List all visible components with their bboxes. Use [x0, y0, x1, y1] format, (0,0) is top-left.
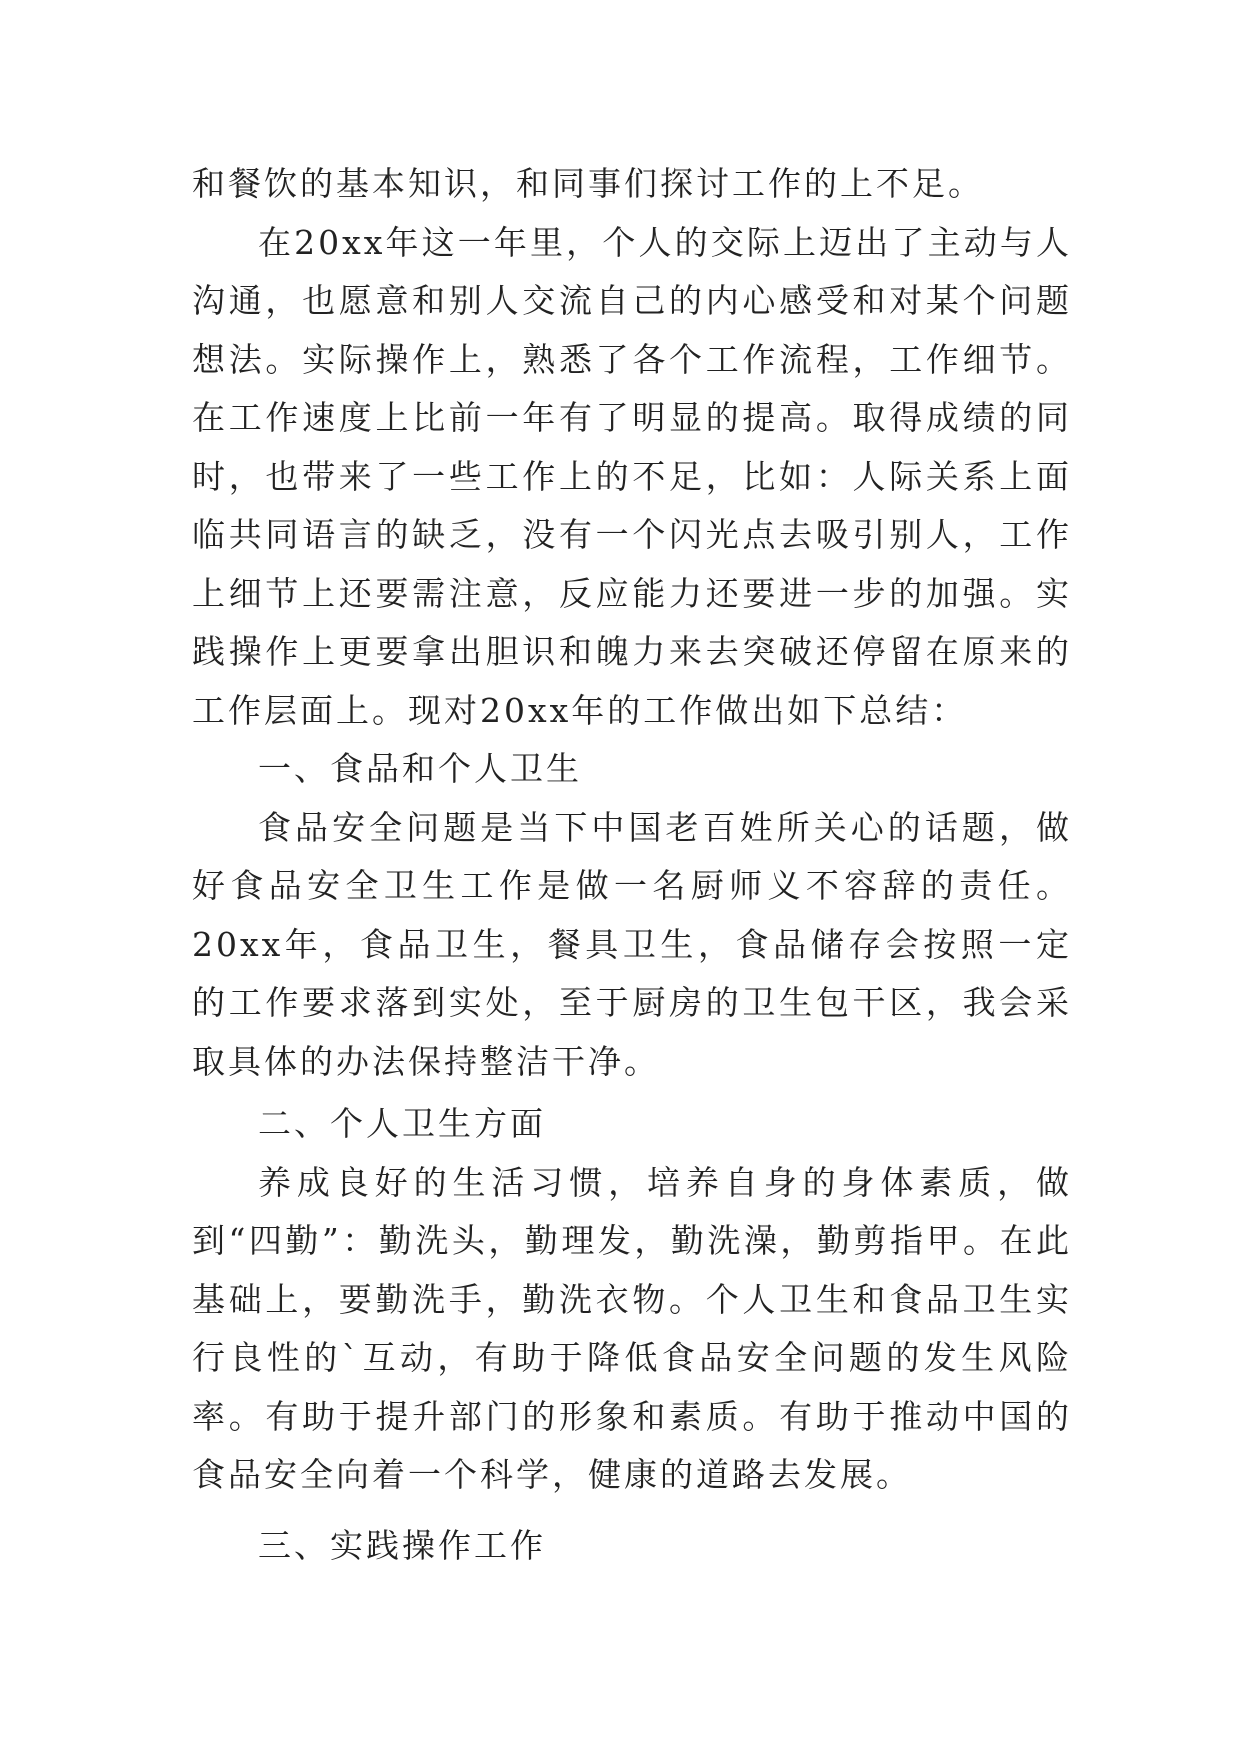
document-body [192, 155, 1072, 1575]
paragraph-personal-hygiene: 养成良好的生活习惯，培养自身的身体素质，做到“四勤”：勤洗头，勤理发，勤洗澡，勤剪指甲。在此基础上，要勤洗手，勤洗衣物。个人卫生和食品卫生实行良性的`互动，有助于降低食品安全问题的发生风险率。有助于提升部门的形象和素质。有助于推动中国的食品安全向着一个科学，健康的道路去发展。 [192, 1162, 1072, 1494]
section-heading-food-hygiene: 一、食品和个人卫生 [258, 749, 582, 788]
section-heading-practical-work: 三、实践操作工作 [258, 1525, 546, 1565]
paragraph-interpersonal-summary: 在20xx年这一年里，个人的交际上迈出了主动与人沟通，也愿意和别人交流自己的内心感受和对某个问题想法。实际操作上，熟悉了各个工作流程，工作细节。在工作速度上比前一年有了明显的提高。取得成绩的同时，也带来了一些工作上的不足，比如：人际关系上面临共同语言的缺乏，没有一个闪光点去吸引别人，工作上细节上还要需注意，反应能力还要进一步的加强。实践操作上更要拿出胆识和魄力来去突破还停留在原来的工作层面上。现对20xx年的工作做出如下总结： [192, 222, 1072, 730]
paragraph-food-safety: 食品安全问题是当下中国老百姓所关心的话题，做好食品安全卫生工作是做一名厨师义不容辞的责任。20xx年，食品卫生，餐具卫生，食品储存会按照一定的工作要求落到实处，至于厨房的卫生包干区，我会采取具体的办法保持整洁干净。 [192, 807, 1072, 1081]
section-heading-personal-hygiene: 二、个人卫生方面 [258, 1104, 546, 1143]
paragraph-continuation: 和餐饮的基本知识，和同事们探讨工作的上不足。 [192, 164, 984, 203]
